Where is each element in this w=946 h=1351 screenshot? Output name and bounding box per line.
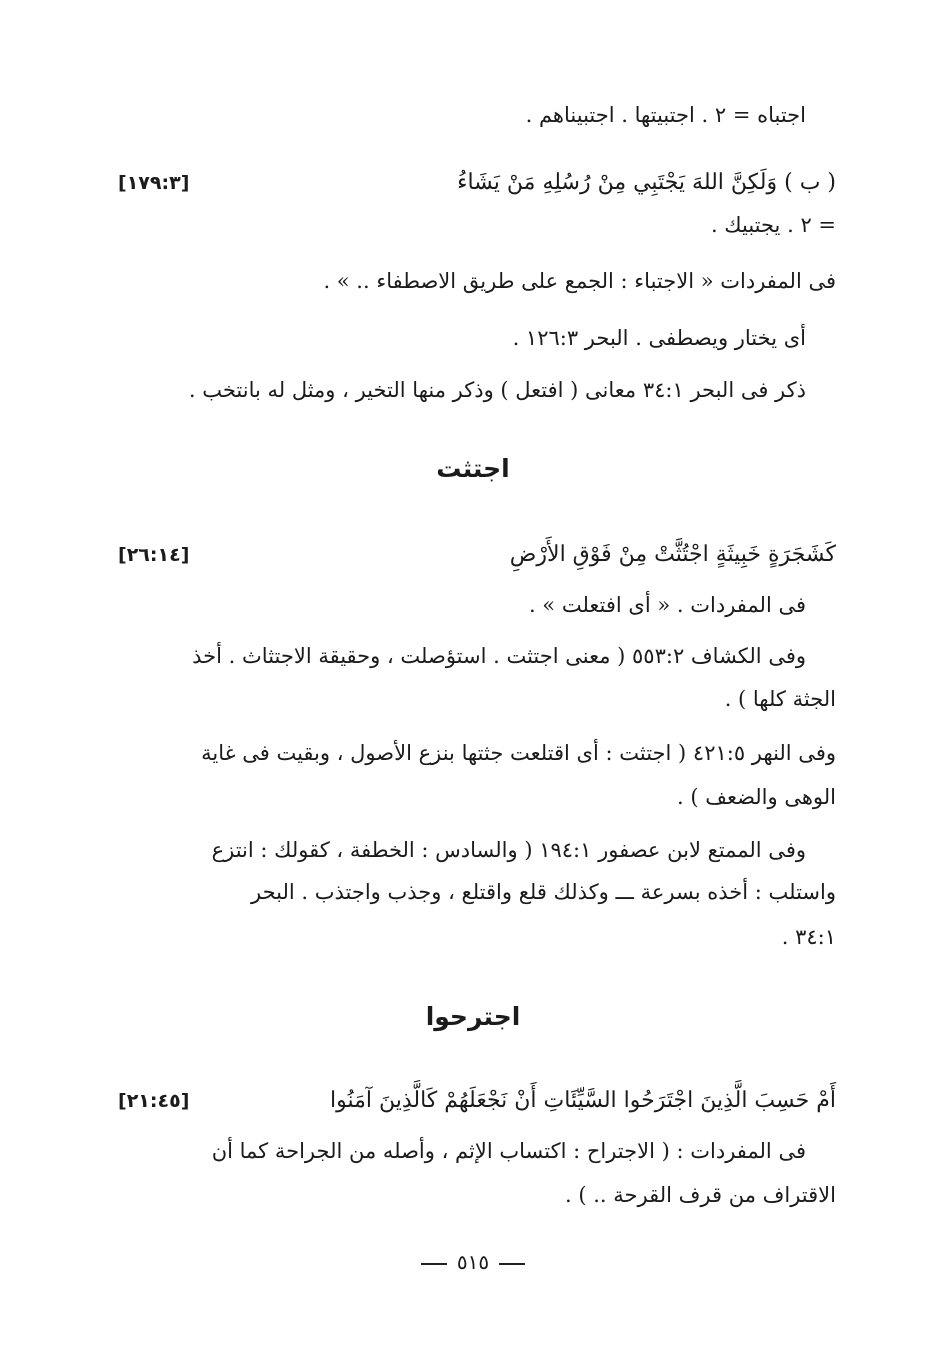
quran-verse: أَمْ حَسِبَ الَّذِينَ اجْتَرَحُوا السَّيِّئَاتِ أَنْ نَجْعَلَهُمْ كَالَّذِينَ آمَنُوا bbox=[329, 1088, 836, 1113]
mumti-quote-end: ٣٤:١ . bbox=[781, 925, 836, 949]
page-number-value: ٥١٥ bbox=[456, 1250, 490, 1274]
mumti-quote: وفى الممتع لابن عصفور ١٩٤:١ ( والسادس : الخطفة ، كقولك : انتزع bbox=[211, 838, 806, 862]
verse-row-ijtaba bbox=[110, 166, 836, 200]
page-number bbox=[0, 1248, 946, 1276]
nahr-quote-cont: الوهى والضعف ) . bbox=[676, 785, 836, 809]
count-line: = ٢ . يجتبيك . bbox=[710, 213, 836, 237]
meaning-note: أى يختار ويصطفى . البحر ١٢٦:٣ . bbox=[512, 326, 806, 350]
derivatives-line: اجتباه = ٢ . اجتبيتها . اجتبيناهم . bbox=[525, 103, 806, 127]
quran-verse: كَشَجَرَةٍ خَبِيثَةٍ اجْتُثَّتْ مِنْ فَوْقِ الأَرْضِ bbox=[509, 542, 836, 567]
kashshaf-quote: وفى الكشاف ٥٥٣:٢ ( معنى اجتثت . استؤصلت ، وحقيقة الاجتثاث . أخذ bbox=[192, 644, 806, 668]
verse-row-ijtarahu bbox=[110, 1084, 836, 1118]
verse-reference: [٢٦:١٤] bbox=[118, 544, 190, 566]
quran-verse: ( ب ) وَلَكِنَّ اللهَ يَجْتَبِي مِنْ رُسُلِهِ مَنْ يَشَاءُ bbox=[457, 170, 836, 195]
verse-row-ijtuththat bbox=[110, 538, 836, 572]
kashshaf-quote-cont: الجثة كلها ) . bbox=[724, 687, 836, 711]
nahr-quote: وفى النهر ٤٢١:٥ ( اجتثت : أى اقتلعت جثتها بنزع الأصول ، وبقيت فى غاية bbox=[201, 741, 836, 765]
verse-reference: [٢١:٤٥] bbox=[118, 1090, 190, 1112]
mufradat-quote: فى المفردات : ( الاجتراح : اكتساب الإثم ، وأصله من الجراحة كما أن bbox=[211, 1139, 806, 1163]
page-number-dash bbox=[421, 1263, 447, 1265]
verse-reference: [١٧٩:٣] bbox=[118, 172, 190, 194]
entry-heading: اجترحوا bbox=[425, 1002, 521, 1031]
mufradat-quote: فى المفردات « الاجتباء : الجمع على طريق الاصطفاء .. » . bbox=[323, 269, 836, 293]
mumti-quote-cont: واستلب : أخذه بسرعة ـــ وكذلك قلع واقتلع ، وجذب واجتذب . البحر bbox=[251, 880, 836, 904]
entry-heading: اجتثت bbox=[436, 454, 510, 483]
mufradat-quote-cont: الاقتراف من قرف القرحة .. ) . bbox=[565, 1183, 836, 1207]
mufradat-quote: فى المفردات . « أى افتعلت » . bbox=[528, 593, 806, 617]
page-number-dash bbox=[499, 1263, 525, 1265]
bahr-note: ذكر فى البحر ٣٤:١ معانى ( افتعل ) وذكر منها التخير ، ومثل له بانتخب . bbox=[188, 378, 806, 402]
